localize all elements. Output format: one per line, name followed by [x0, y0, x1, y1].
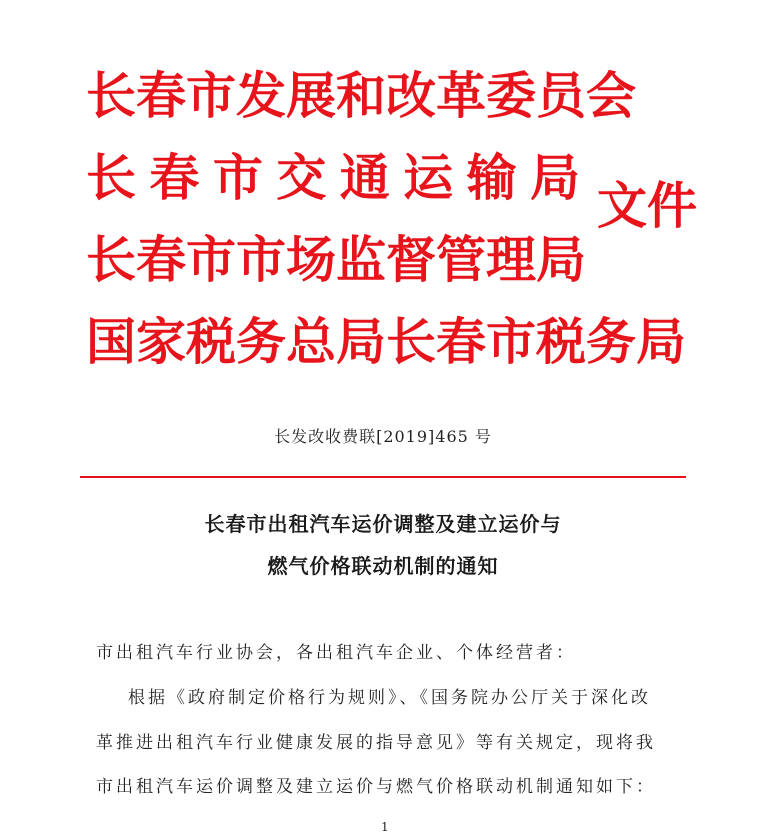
- red-divider: [80, 476, 686, 478]
- document-number: 长发改收费联[2019]465 号: [274, 427, 492, 446]
- body-line-1: 根据《政府制定价格行为规则》、《国务院办公厅关于深化改: [128, 688, 651, 708]
- document-suffix: 文件: [597, 177, 697, 235]
- issuer-name-1: 长春市发展和改革委员会: [86, 67, 636, 125]
- document-title-line-1: 长春市出租汽车运价调整及建立运价与: [204, 512, 562, 536]
- issuer-name-2: 长春市交通运输局: [86, 149, 580, 207]
- page-number: 1: [381, 820, 389, 834]
- document-title-line-2: 燃气价格联动机制的通知: [267, 554, 499, 578]
- issuer-name-4: 国家税务总局长春市税务局: [86, 313, 686, 371]
- body-line-2: 革推进出租汽车行业健康发展的指导意见》等有关规定，现将我: [96, 733, 656, 753]
- issuer-name-3: 长春市市场监督管理局: [86, 231, 586, 289]
- body-line-3: 市出租汽车运价调整及建立运价与燃气价格联动机制通知如下：: [96, 777, 656, 797]
- addressee-line: 市出租汽车行业协会，各出租汽车企业、个体经营者：: [96, 643, 576, 663]
